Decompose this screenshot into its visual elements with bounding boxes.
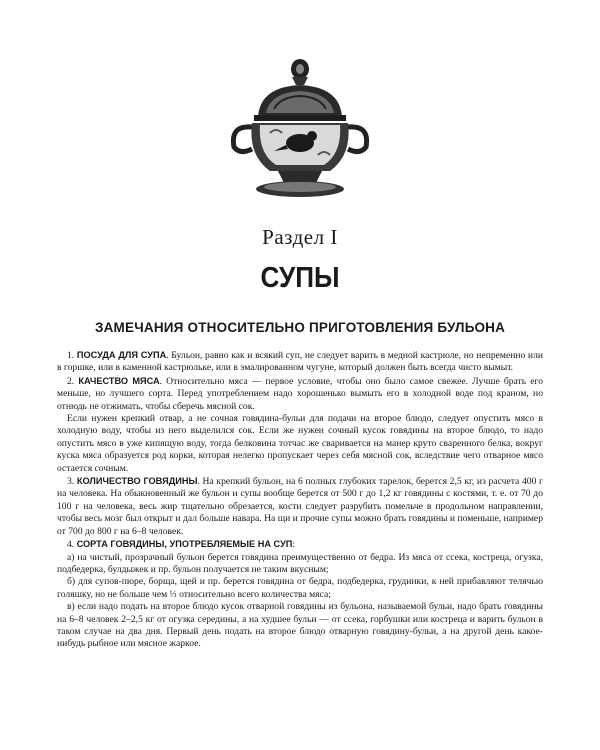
soup-tureen-illustration [200,55,400,205]
section-label: Раздел I [262,225,338,249]
section-subtitle: ЗАМЕЧАНИЯ ОТНОСИТЕЛЬНО ПРИГОТОВЛЕНИЯ БУЛЬОНА [94,320,506,335]
paragraph: б) для супов-пюре, борща, щей и пр. берется говядина от бедра, подбедерка, грудинки, к ней прибавляют телячью голяшку, но не больше чем ⅓ относительно всего количества мяса; [57,576,543,600]
chapter-title: СУПЫ [260,262,340,294]
paragraph: 2. КАЧЕСТВО МЯСА. Относительно мяса — первое условие, чтобы оно было самое свежее. Лучше брать его меньше, но лучшего сорта. Перед употреблением надо хорошенько вымыть его в холодной воде под краном, но отнюдь не отжимать, чтобы сберечь мясной сок. [57,375,543,412]
paragraph: Если нужен крепкий отвар, а не сочная говядина-бульи для подачи на второе блюдо, следует опустить мясо в холодную воду, чтобы из него выделился сок. Если же нужен сочный кусок говядины на второе блюдо, то надо опустить мясо в уже кипящую воду, тогда белковина тотчас же сваривается на манер круто сваренного белка, вокруг куска мяса образуется род корки, которая нелегко пропускает через себя мясной сок, вследствие чего отварное мясо остается сочным. [57,413,543,474]
paragraph: 3. КОЛИЧЕСТВО ГОВЯДИНЫ. На крепкий бульон, на 6 полных глубоких тарелок, берется 2,5 кг, из расчета 400 г на человека. На обыкновенный же бульон и супы вообще берется от 500 г до 1,2 кг говядины с костями, т. е. от 70 до 100 г на человека, весь жир тщательно обрезается, кости следует разрубить помельче в продольном направлении, чтобы весь мозг был открыт и дал больше навара. На щи и прочие супы можно брать говядины и поменьше, например от 700 до 800 г на 6–8 человек. [57,476,543,537]
paragraph: в) если надо подать на второе блюдо кусок отварной говядины из бульона, называемой бульи, надо брать говядины на 6–8 человек 2–2,5 кг от огузка середины, а на худшее бульи — от ссека, горбушки или костреца и варить бульон в таком случае на два дня. Первый день подать на второе блюдо отварную говядину-бульи, а на другой день какое-нибудь рыбное или мясное жаркое. [57,601,543,650]
paragraph: 4. СОРТА ГОВЯДИНЫ, УПОТРЕБЛЯЕМЫЕ НА СУП: [67,539,296,551]
paragraph: 1. ПОСУДА ДЛЯ СУПА. Бульон, равно как и всякий суп, не следует варить в медной кастрюле, но непременно или в горшке, или в каменной кастрюльке, или в эмалированном чугуне, который должен быть всегда чисто вымыт. [57,350,543,374]
paragraph: а) на чистый, прозрачный бульон берется говядина преимущественно от бедра. Из мяса от ссека, костреца, огузка, подбедерка, булдыжек и пр. бульон получается не таким вкусным; [57,551,543,575]
body-text [57,349,543,651]
